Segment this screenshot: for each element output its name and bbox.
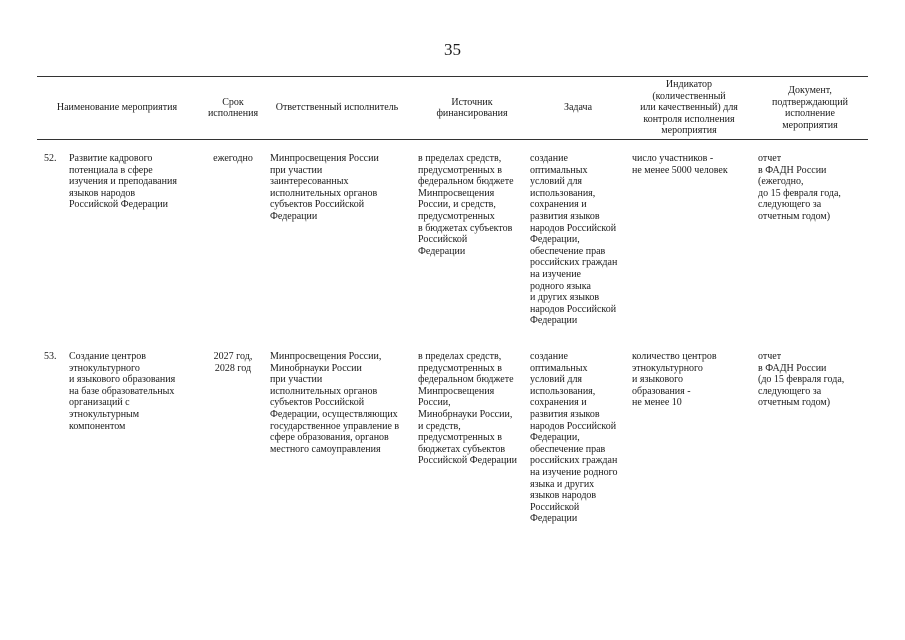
row-53-number: 53. bbox=[44, 351, 57, 362]
row-52-name: Развитие кадрового потенциала в сфере изучения и преподавания языков народов Российской Федерации bbox=[69, 153, 177, 211]
header-name: Наименование мероприятия bbox=[56, 102, 178, 114]
row-53-source: в пределах средств, предусмотренных в федеральном бюджете Минпросвещения России, Минобрнауки России, и средств, предусмотренных в бюджетах субъектов Российской Федерации bbox=[418, 351, 518, 467]
row-52-term: ежегодно bbox=[213, 153, 253, 164]
header-term: Срок исполнения bbox=[207, 96, 259, 119]
header-indicator: Индикатор (количественный или качественный) для контроля исполнения мероприятия bbox=[640, 79, 738, 137]
header-document: Документ, подтверждающий исполнение мероприятия bbox=[772, 85, 848, 131]
header-bottom-border bbox=[37, 139, 868, 140]
page-number: 35 bbox=[444, 40, 461, 59]
header-source: Источник финансирования bbox=[436, 96, 508, 119]
row-53-document: отчет в ФАДН России (до 15 февраля года, следующего за отчетным годом) bbox=[758, 351, 845, 409]
row-52-task: создание оптимальных условий для использования, сохранения и развития языков народов Российской Федерации, обеспечение прав российских граждан на изучение родного языка и других языков народов Российской Федерации bbox=[530, 153, 618, 327]
row-53-indicator: количество центров этнокультурного и языкового образования - не менее 10 bbox=[632, 351, 717, 409]
row-52-source: в пределах средств, предусмотренных в федеральном бюджете Минпросвещения России, и средств, предусмотренных в бюджетах субъектов Российской Федерации bbox=[418, 153, 514, 257]
header-task: Задача bbox=[563, 102, 593, 114]
row-52-number: 52. bbox=[44, 153, 57, 164]
row-53-term: 2027 год, 2028 год bbox=[213, 351, 253, 374]
row-53-executor: Минпросвещения России, Минобрнауки России при участии исполнительных органов субъектов Российской Федерации, осуществляющих государственное управление в сфере образования, органов местного самоуправления bbox=[270, 351, 400, 455]
row-52-indicator: число участников - не менее 5000 человек bbox=[632, 153, 728, 176]
row-52-executor: Минпросвещения России при участии заинтересованных исполнительных органов субъектов Российской Федерации bbox=[270, 153, 379, 222]
row-53-name: Создание центров этнокультурного и языкового образования на базе образовательных организаций с этнокультурным компонентом bbox=[69, 351, 176, 432]
header-executor: Ответственный исполнитель bbox=[275, 102, 399, 114]
row-53-task: создание оптимальных условий для использования, сохранения и развития языков народов Российской Федерации, обеспечение прав российских граждан на изучение родного языка и других языков народов Российской Федерации bbox=[530, 351, 618, 525]
row-52-document: отчет в ФАДН России (ежегодно, до 15 февраля года, следующего за отчетным годом) bbox=[758, 153, 841, 222]
